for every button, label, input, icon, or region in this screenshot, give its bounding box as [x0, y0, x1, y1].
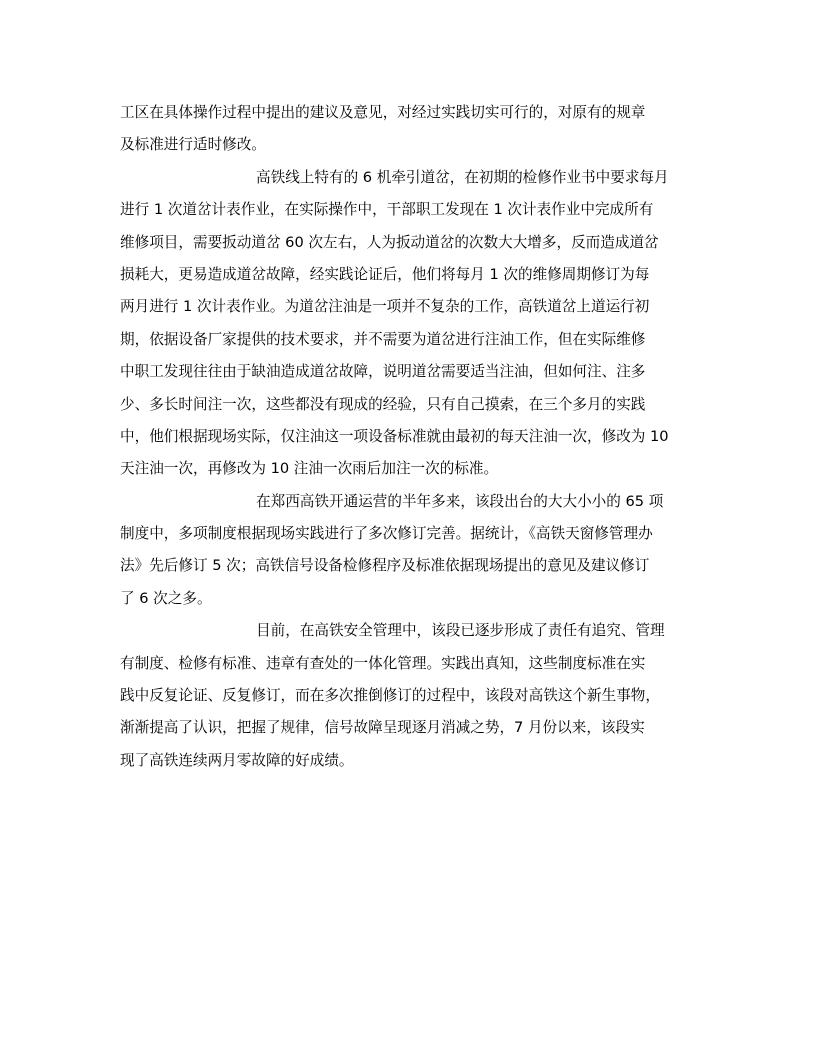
paragraph-3 [120, 486, 710, 616]
paragraph-1 [120, 97, 710, 162]
text-line: 践中反复论证、反复修订，而在多次推倒修订的过程中，该段对高铁这个新生事物， [120, 687, 660, 705]
text-line: 渐渐提高了认识，把握了规律，信号故障呈现逐月消减之势，7 月份以来，该段实 [120, 719, 645, 737]
text-line: 中职工发现往往由于缺油造成道岔故障，说明道岔需要适当注油，但如何注、注多 [120, 363, 646, 381]
paragraph-4 [120, 615, 710, 777]
document-body [120, 97, 710, 777]
paragraph-2 [120, 162, 710, 486]
text-line: 现了高铁连续两月零故障的好成绩。 [120, 751, 354, 769]
text-line: 进行 1 次道岔计表作业，在实际操作中，干部职工发现在 1 次计表作业中完成所有 [120, 201, 654, 219]
text-line: 维修项目，需要扳动道岔 60 次左右，人为扳动道岔的次数大大增多，反而造成道岔 [120, 233, 659, 251]
text-line: 制度中，多项制度根据现场实践进行了多次修订完善。据统计，《高铁天窗修管理办 [120, 525, 653, 543]
text-line: 损耗大，更易造成道岔故障，经实践论证后，他们将每月 1 次的维修周期修订为每 [120, 265, 650, 283]
text-line: 中，他们根据现场实际，仅注油这一项设备标准就由最初的每天注油一次，修改为 10 [120, 427, 669, 445]
text-line-indented: 目前，在高铁安全管理中，该段已逐步形成了责任有追究、管理 [256, 622, 665, 640]
text-line: 工区在具体操作过程中提出的建议及意见，对经过实践切实可行的，对原有的规章 [120, 104, 646, 121]
text-line-indented: 在郑西高铁开通运营的半年多来，该段出台的大大小小的 65 项 [256, 492, 664, 510]
text-line: 两月进行 1 次计表作业。为道岔注油是一项并不复杂的工作，高铁道岔上道运行初 [120, 298, 650, 316]
text-line: 法》先后修订 5 次；高铁信号设备检修程序及标准依据现场提出的意见及建议修订 [120, 557, 650, 575]
text-line: 及标准进行适时修改。 [120, 136, 266, 154]
text-line-indented: 高铁线上特有的 6 机牵引道岔，在初期的检修作业书中要求每月 [256, 168, 669, 186]
text-line: 有制度、检修有标准、违章有查处的一体化管理。实践出真知，这些制度标准在实 [120, 654, 646, 672]
text-line: 天注油一次，再修改为 10 注油一次雨后加注一次的标准。 [120, 460, 499, 478]
text-line: 了 6 次之多。 [120, 589, 212, 607]
text-line: 少、多长时间注一次，这些都没有现成的经验，只有自己摸索，在三个多月的实践 [120, 395, 646, 413]
text-line: 期，依据设备厂家提供的技术要求，并不需要为道岔进行注油工作，但在实际维修 [120, 330, 646, 348]
